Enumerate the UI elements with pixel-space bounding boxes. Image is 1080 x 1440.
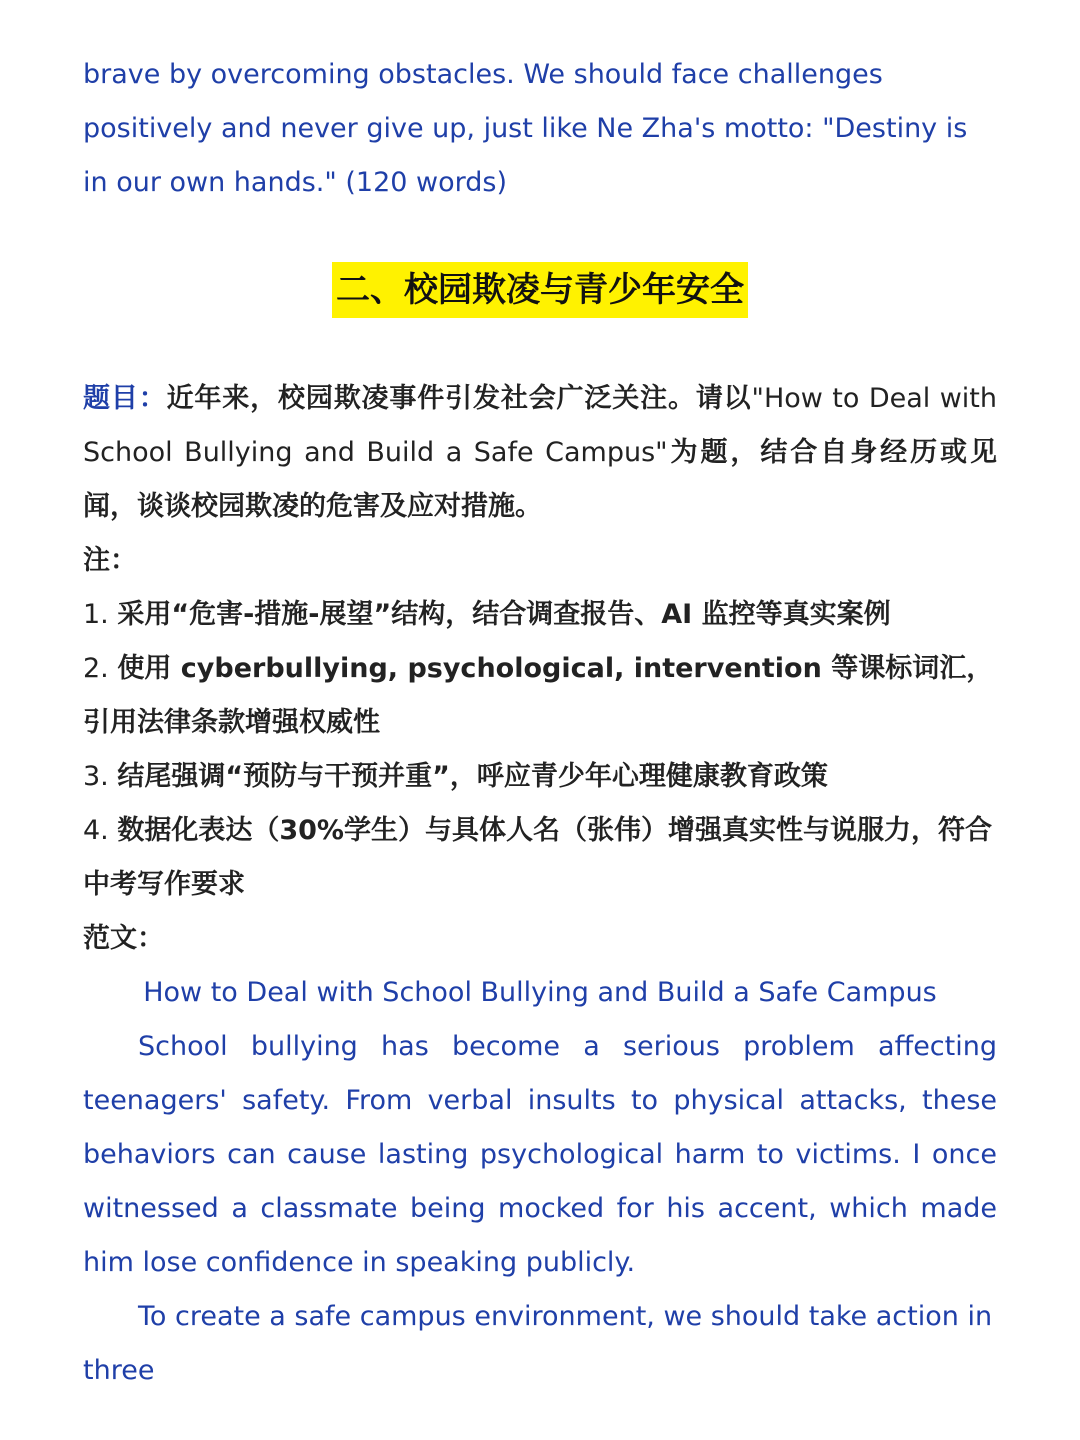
note-text: 结尾强调“预防与干预并重”，呼应青少年心理健康教育政策 <box>117 761 828 792</box>
note-number: 4. <box>83 815 109 846</box>
note-item-3 <box>83 750 997 804</box>
section-heading: 二、校园欺凌与青少年安全 <box>332 262 748 318</box>
note-text: 数据化表达（30%学生）与具体人名（张伟）增强真实性与说服力，符合中考写作要求 <box>83 815 992 900</box>
section-heading-container <box>0 262 1080 318</box>
essay-paragraph-2: To create a safe campus environment, we should take action in three <box>83 1301 993 1386</box>
note-item-4 <box>83 804 997 912</box>
note-number: 3. <box>83 761 109 792</box>
note-text: 采用“危害-措施-展望”结构，结合调查报告、AI 监控等真实案例 <box>117 599 891 630</box>
notes-label: 注： <box>83 545 137 576</box>
sample-label: 范文： <box>83 923 164 954</box>
note-item-1 <box>83 588 997 642</box>
prompt-label: 题目： <box>83 383 167 414</box>
previous-essay-ending: brave by overcoming obstacles. We should face challenges positively and never give up, just like Ne Zha's motto: "Destiny is in our own hands." (120 words) <box>83 59 968 198</box>
prompt-intro: 近年来，校园欺凌事件引发社会广泛关注。请以 <box>166 383 752 414</box>
prompt-paragraph <box>83 372 997 534</box>
prompt-rest: 为题，结合自身经历或见闻，谈谈校园欺凌的危害及应对措施。 <box>83 437 998 522</box>
note-number: 1. <box>83 599 109 630</box>
note-text: 使用 cyberbullying, psychological, intervention 等课标词汇，引用法律条款增强权威性 <box>83 653 994 738</box>
note-item-2 <box>83 642 997 750</box>
essay-paragraph-1: School bullying has become a serious problem affecting teenagers' safety. From verbal insults to physical attacks, these behaviors can cause lasting psychological harm to victims. I once witnessed a classmate being mocked for his accent, which made him lose confidence in speaking publicly. <box>83 1031 997 1278</box>
note-number: 2. <box>83 653 109 684</box>
prompt-title-quote: "How to Deal with School Bullying and Build a Safe Campus" <box>83 383 998 468</box>
essay-title: How to Deal with School Bullying and Build a Safe Campus <box>143 977 937 1008</box>
